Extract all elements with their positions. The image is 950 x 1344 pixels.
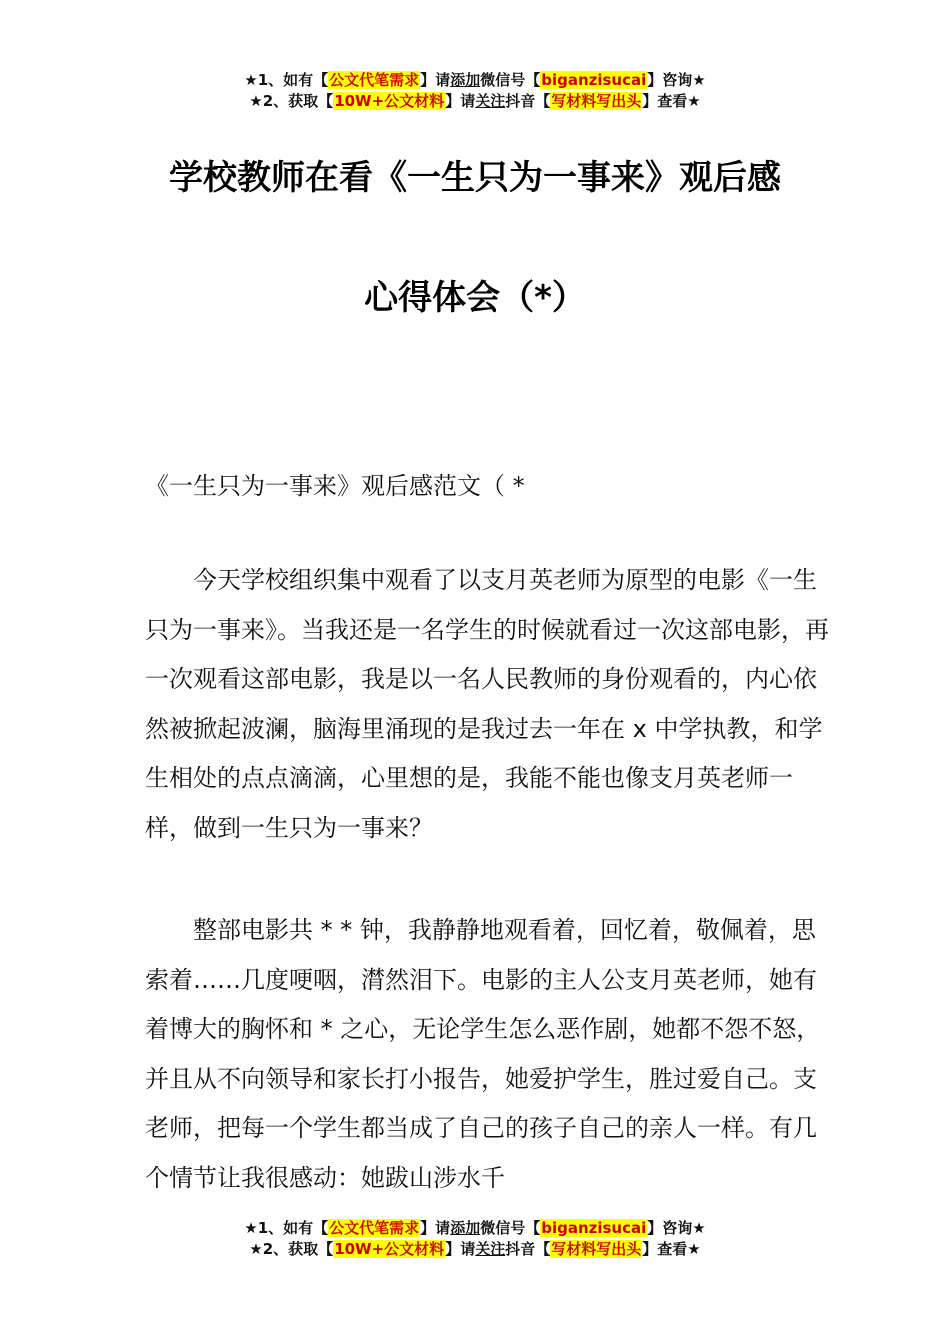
banner-line-1: ★1、如有【公文代笔需求】请添加微信号【biganzisucai】咨询★ (244, 1219, 706, 1237)
paragraph-text: 今天学校组织集中观看了以支月英老师为原型的电影《一生只为一事来》。当我还是一名学生的时候就看过一次这部电影，再一次观看这部电影，我是以一名人民教师的身份观看的，内心依然被掀起波澜，脑海里涌现的是我过去一年在 x 中学执教，和学生相处的点点滴滴，心里想的是，我能不能也像支月英老师一样，做到一生只为一事来？ (145, 566, 829, 842)
banner-highlight: biganzisucai (541, 71, 647, 89)
banner-highlight: 写材料写出头 (551, 1240, 642, 1258)
document-title-line-2: 心得体会（*） (364, 278, 586, 318)
banner-line-1: ★1、如有【公文代笔需求】请添加微信号【biganzisucai】咨询★ (244, 71, 706, 89)
paragraph-1 (145, 556, 835, 853)
header-banner (0, 70, 950, 112)
banner-highlight: 公文代笔需求 (329, 1219, 420, 1237)
banner-highlight: 10W+公文材料 (334, 1240, 445, 1258)
banner-highlight: 写材料写出头 (551, 92, 642, 110)
banner-line-2: ★2、获取【10W+公文材料】请关注抖音【写材料写出头】查看★ (249, 1240, 701, 1258)
subheading: 《一生只为一事来》观后感范文（ * (145, 472, 525, 500)
document-title: 学校教师在看《一生只为一事来》观后感 (169, 158, 781, 198)
paragraph-2 (145, 906, 835, 1203)
footer-banner (0, 1218, 950, 1260)
banner-highlight: 公文代笔需求 (329, 71, 420, 89)
banner-highlight: biganzisucai (541, 1219, 647, 1237)
paragraph-text: 整部电影共 * * 钟，我静静地观看着，回忆着，敬佩着，思索着……几度哽咽，潸然泪下。电影的主人公支月英老师，她有着博大的胸怀和 * 之心，无论学生怎么恶作剧，她都不怨不怒，并且从不向领导和家长打小报告，她爱护学生，胜过爱自己。支老师，把每一个学生都当成了自己的孩子自己的亲人一样。有几个情节让我很感动：她跋山涉水千 (145, 916, 821, 1192)
banner-highlight: 10W+公文材料 (334, 92, 445, 110)
banner-line-2: ★2、获取【10W+公文材料】请关注抖音【写材料写出头】查看★ (249, 92, 701, 110)
